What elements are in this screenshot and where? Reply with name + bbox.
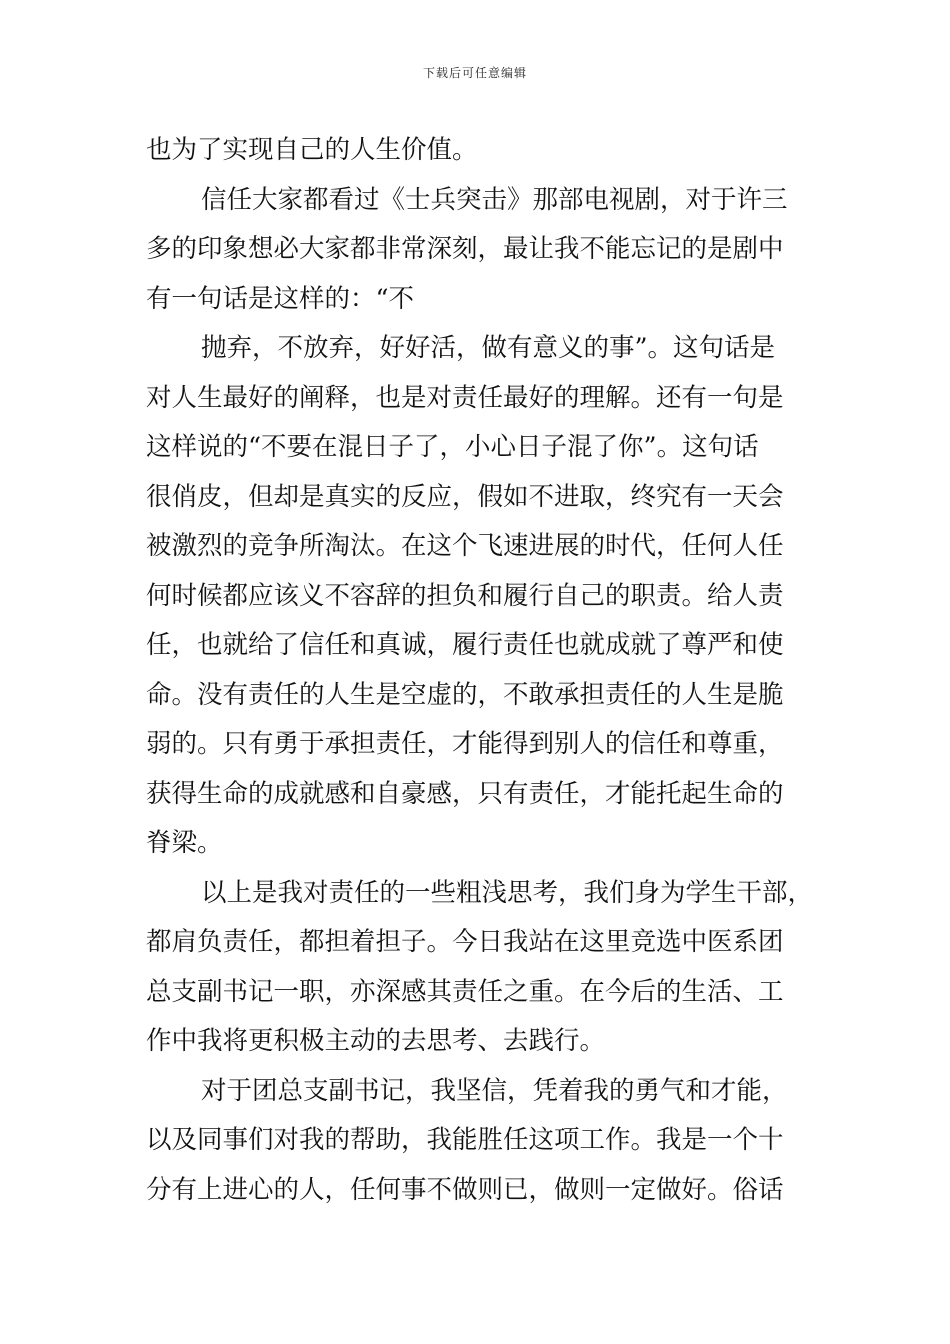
- text-line: 任，也就给了信任和真诚，履行责任也就成就了尊严和使: [146, 630, 784, 660]
- text-line: 作中我将更积极主动的去思考、去践行。: [146, 1026, 606, 1056]
- text-line: 以上是我对责任的一些粗浅思考，我们身为学生干部，: [201, 877, 814, 908]
- text-line: 何时候都应该义不容辞的担负和履行自己的职责。给人责: [146, 580, 784, 611]
- text-line: 弱的。只有勇于承担责任，才能得到别人的信任和尊重，: [146, 729, 784, 759]
- text-line: 多的印象想必大家都非常深刻，最让我不能忘记的是剧中: [146, 234, 784, 264]
- text-line: 获得生命的成就感和自豪感，只有责任，才能托起生命的: [146, 778, 784, 809]
- text-line: 有一句话是这样的：“不: [146, 283, 415, 314]
- text-line: 很俏皮，但却是真实的反应，假如不进取，终究有一天会: [146, 481, 784, 512]
- text-line: 信任大家都看过《士兵突击》那部电视剧，对于许三: [201, 184, 788, 215]
- text-line: 对于团总支副书记，我坚信，凭着我的勇气和才能，: [201, 1075, 788, 1106]
- text-line: 命。没有责任的人生是空虚的，不敢承担责任的人生是脆: [146, 679, 784, 710]
- document-body: [146, 126, 826, 1215]
- text-line: 以及同事们对我的帮助，我能胜任这项工作。我是一个十: [146, 1125, 784, 1155]
- text-line: 总支副书记一职，亦深感其责任之重。在今后的生活、工: [146, 976, 784, 1007]
- page-header: 下载后可任意编辑: [422, 66, 527, 80]
- text-line: 这样说的“不要在混日子了，小心日子混了你”。这句话: [146, 432, 759, 462]
- text-line: 对人生最好的阐释，也是对责任最好的理解。还有一句是: [146, 382, 784, 413]
- text-line: 分有上进心的人，任何事不做则已，做则一定做好。俗话: [146, 1174, 784, 1205]
- text-line: 都肩负责任，都担着担子。今日我站在这里竞选中医系团: [146, 927, 784, 957]
- text-line: 抛弃，不放弃，好好活，做有意义的事”。这句话是: [201, 333, 776, 363]
- text-line: 脊梁。: [146, 828, 223, 858]
- text-line: 也为了实现自己的人生价值。: [146, 135, 478, 165]
- text-line: 被激烈的竞争所淘汰。在这个飞速进展的时代，任何人任: [146, 531, 784, 561]
